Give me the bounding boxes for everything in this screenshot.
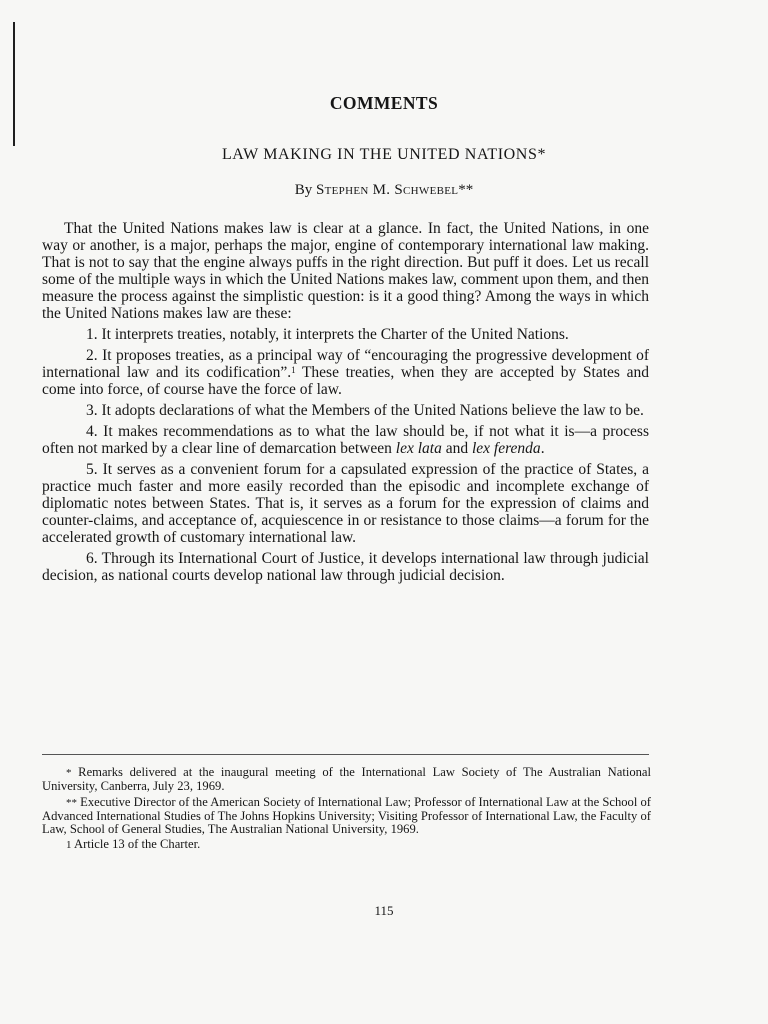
footnote-2 [42,796,651,837]
footnote-ref-1[interactable]: 1 [291,365,296,375]
footnotes [42,766,651,855]
list-item-2 [42,347,649,398]
article-title: LAW MAKING IN THE UNITED NATIONS* [221,146,547,163]
footnote-text: Remarks delivered at the inaugural meeting of the International Law Society of The Australian National University, Canberra, July 23, 1969. [42,765,651,794]
list-item-3 [42,402,649,419]
list-item-4-text: 4. It makes recommendations as to what the law should be, if not what it is—a process often not marked by a clear line of demarcation between [42,423,649,457]
list-item-6 [42,550,649,584]
byline [0,182,768,199]
footnote-3 [42,838,651,852]
list-item-6-text: 6. Through its International Court of Justice, it develops international law through judicial decision, as national courts develop national law through judicial decision. [42,550,649,584]
list-item-4-and: and [441,440,472,457]
footnote-mark: * [66,767,72,779]
footnote-mark: 1 [66,839,72,852]
margin-rule [13,22,15,146]
list-item-2-text-cont: These treaties, when they are accepted by States and come into force, of course have the force of law. [42,364,649,398]
footnote-mark: ** [66,796,77,809]
list-item-2-text: 2. It proposes treaties, as a principal way of “encouraging the progressive development of international law and its codification”. [42,347,649,381]
list-item-5 [42,461,649,546]
list-item-3-text: 3. It adopts declarations of what the Members of the United Nations believe the law to be. [86,402,644,419]
author-name: Stephen M. Schwebel [315,182,459,198]
footnote-text: Article 13 of the Charter. [73,837,201,852]
list-item-5-text: 5. It serves as a convenient forum for a capsulated expression of the practice of States, a practice much faster and more easily recorded than the episodic and incomplete exchange of diplomatic notes between States. That is, it serves as a forum for the expression of claims and counter-claims, and acceptance of, acquiescence in or resistance to those claims—a forum for the accelerated growth of customary international law. [42,461,649,546]
page-heading: COMMENTS [329,93,439,113]
author-footnote-mark: ** [458,182,474,198]
footnote-1 [42,766,651,794]
lex-lata: lex lata [395,440,442,457]
footnote-divider [42,754,649,755]
list-item-1-text: 1. It interprets treaties, notably, it interprets the Charter of the United Nations. [86,326,569,343]
intro-paragraph: That the United Nations makes law is clear at a glance. In fact, the United Nations, in one way or another, is a major, perhaps the major, engine of contemporary international law making. That is not to say that the engine always puffs in the right direction. But puff it does. Let us recall some of the multiple ways in which the United Nations makes law, comment upon them, and then measure the process against the simplistic question: is it a good thing? Among the ways in which the United Nations makes law are these: [42,220,649,322]
list-item-4 [42,423,649,457]
page-number: 115 [374,903,394,918]
list-item-4-end: . [540,440,545,457]
lex-ferenda: lex ferenda [471,440,541,457]
footnote-text: Executive Director of the American Society of International Law; Professor of International Law at the School of Advanced International Studies of The Johns Hopkins University; Visiting Professor of International Law, the Faculty of Law, School of General Studies, The Australian National University, 1969. [42,794,651,837]
byline-prefix: By [294,182,313,198]
list-item-1 [42,326,649,343]
article-body [42,220,649,584]
